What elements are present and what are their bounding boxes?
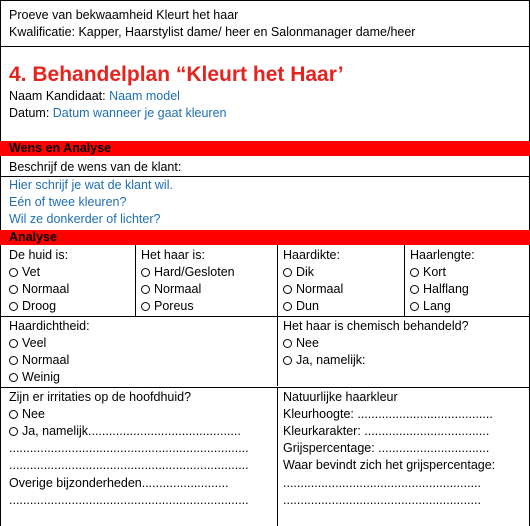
skin-option-vet[interactable]	[9, 265, 40, 280]
candidate-date-label: Datum:	[9, 106, 53, 120]
radio-icon	[9, 268, 18, 277]
length-option-halflang[interactable]	[410, 282, 469, 297]
option-label: Nee	[22, 407, 45, 421]
irritation-option-nee[interactable]	[9, 407, 45, 422]
color-height-field[interactable]: Kleurhoogte: .......................................	[283, 407, 493, 421]
density-option-normaal[interactable]	[9, 353, 69, 368]
section-bar-analysis	[0, 230, 530, 245]
option-label: Hard/Gesloten	[154, 265, 235, 279]
density-label: Haardichtheid:	[9, 319, 90, 333]
natural-color-label: Natuurlijke haarkleur	[283, 390, 398, 404]
candidate-name-value[interactable]: Naam model	[109, 89, 180, 103]
chemical-option-ja[interactable]	[283, 353, 365, 368]
radio-icon	[283, 339, 292, 348]
option-label: Ja, namelijk:	[296, 353, 366, 367]
option-label: Poreus	[154, 299, 194, 313]
irritation-label: Zijn er irritaties op de hoofdhuid?	[9, 390, 192, 404]
radio-icon	[9, 373, 18, 382]
wish-divider	[0, 176, 530, 177]
row2-divider	[277, 316, 278, 386]
thickness-option-dun[interactable]	[283, 299, 319, 314]
header-divider	[0, 46, 530, 47]
chemical-option-nee[interactable]	[283, 336, 319, 351]
thickness-label: Haardikte:	[283, 248, 340, 262]
page-title: 4. Behandelplan “Kleurt het Haar’	[9, 63, 344, 86]
radio-icon	[141, 285, 150, 294]
radio-icon	[410, 302, 419, 311]
radio-icon	[9, 285, 18, 294]
option-label: Normaal	[22, 353, 70, 367]
option-label: Lang	[423, 299, 451, 313]
radio-icon	[141, 302, 150, 311]
chemical-label: Het haar is chemisch behandeld?	[283, 319, 469, 333]
frame-top	[0, 0, 530, 1]
section-heading-wish: Wens en Analyse	[9, 141, 112, 155]
hair-option-poreus[interactable]	[141, 299, 194, 314]
radio-icon	[9, 427, 18, 436]
header-line-2: Kwalificatie: Kapper, Haarstylist dame/ heer en Salonmanager dame/heer	[9, 25, 416, 39]
irritation-dotted-line-3[interactable]: .....................................................................	[9, 493, 249, 507]
irritation-option-ja[interactable]	[9, 424, 241, 439]
grey-location-dotted-1[interactable]: .........................................................	[283, 476, 481, 490]
option-label: Halflang	[423, 282, 469, 296]
option-label: Nee	[296, 336, 319, 350]
option-label: Normaal	[22, 282, 70, 296]
radio-icon	[9, 302, 18, 311]
frame-left	[0, 0, 1, 526]
row1-divider-1	[135, 245, 136, 316]
skin-option-normaal[interactable]	[9, 282, 69, 297]
section-bar-wish	[0, 141, 530, 156]
option-label: Dik	[296, 265, 315, 279]
length-option-lang[interactable]	[410, 299, 451, 314]
grey-location-dotted-2[interactable]: .........................................................	[283, 493, 481, 507]
hair-option-normaal[interactable]	[141, 282, 201, 297]
radio-icon	[410, 285, 419, 294]
wish-hint-1[interactable]: Hier schrijf je wat de klant wil.	[9, 178, 173, 192]
option-label: Normaal	[296, 282, 344, 296]
radio-icon	[283, 268, 292, 277]
color-character-field[interactable]: Kleurkarakter: ....................................	[283, 424, 490, 438]
section-heading-analysis: Analyse	[9, 230, 57, 244]
candidate-date-line	[9, 106, 226, 121]
row1-bottom	[0, 316, 530, 317]
option-label: Droog	[22, 299, 57, 313]
option-label: Vet	[22, 265, 41, 279]
length-option-kort[interactable]	[410, 265, 446, 280]
irritation-dotted-line-1[interactable]: .....................................................................	[9, 441, 249, 455]
density-option-weinig[interactable]	[9, 370, 60, 385]
grey-location-label: Waar bevindt zich het grijspercentage:	[283, 458, 496, 472]
option-label: Dun	[296, 299, 319, 313]
option-label: Veel	[22, 336, 47, 350]
radio-icon	[9, 410, 18, 419]
radio-icon	[410, 268, 419, 277]
length-label: Haarlengte:	[410, 248, 475, 262]
other-details-label[interactable]: Overige bijzonderheden.........................	[9, 476, 229, 490]
density-option-veel[interactable]	[9, 336, 46, 351]
radio-icon	[9, 356, 18, 365]
candidate-date-value[interactable]: Datum wanneer je gaat kleuren	[52, 106, 227, 120]
radio-icon	[9, 339, 18, 348]
option-label: Weinig	[22, 370, 60, 384]
hair-label: Het haar is:	[141, 248, 205, 262]
skin-label: De huid is:	[9, 248, 69, 262]
radio-icon	[283, 356, 292, 365]
row1-divider-2	[277, 245, 278, 316]
thickness-option-dik[interactable]	[283, 265, 314, 280]
option-label: Normaal	[154, 282, 202, 296]
wish-prompt: Beschrijf de wens van de klant:	[9, 160, 182, 174]
skin-option-droog[interactable]	[9, 299, 56, 314]
candidate-name-label: Naam Kandidaat:	[9, 89, 110, 103]
grey-percentage-field[interactable]: Grijspercentage: ................................	[283, 441, 490, 455]
row2-bottom	[0, 387, 530, 388]
radio-icon	[141, 268, 150, 277]
radio-icon	[283, 285, 292, 294]
radio-icon	[283, 302, 292, 311]
wish-hint-3[interactable]: Wil ze donkerder of lichter?	[9, 212, 161, 226]
candidate-name-line	[9, 89, 180, 104]
hair-option-hard[interactable]	[141, 265, 235, 280]
row3-divider	[277, 387, 278, 526]
option-label: Kort	[423, 265, 446, 279]
option-label: Ja, namelijk............................................	[22, 424, 241, 438]
header-line-1: Proeve van bekwaamheid Kleurt het haar	[9, 8, 239, 22]
irritation-dotted-line-2[interactable]: .....................................................................	[9, 458, 249, 472]
thickness-option-normaal[interactable]	[283, 282, 343, 297]
wish-hint-2[interactable]: Eén of twee kleuren?	[9, 195, 127, 209]
row1-divider-3	[404, 245, 405, 316]
